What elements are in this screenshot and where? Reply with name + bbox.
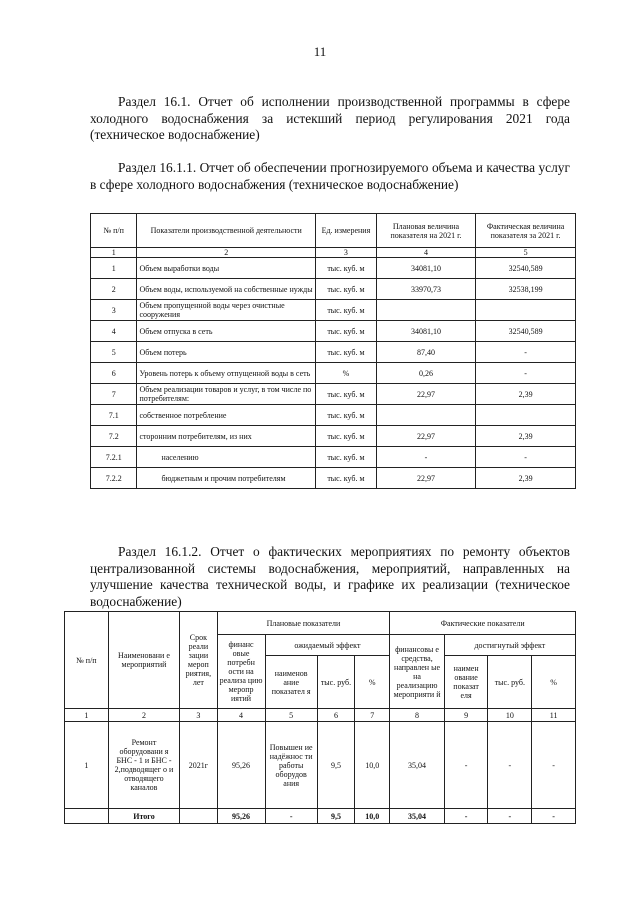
total-cell: - (444, 809, 488, 824)
header-cell: Фактическая величина показателя за 2021 г. (476, 214, 576, 248)
column-number: 5 (476, 248, 576, 258)
header-cell: Показатели производственной деятельности (137, 214, 316, 248)
indicator-name: Уровень потерь к объему отпущенной воды в сеть (137, 363, 316, 384)
planned-value: 22,97 (376, 384, 475, 405)
table-row (65, 722, 576, 809)
section-16-1-2-heading (90, 544, 570, 610)
achieved-rub: - (488, 722, 532, 809)
actual-value: 32540,589 (476, 321, 576, 342)
header-cell: финанс овые потребн ости на реализа цию меропр иятий (217, 635, 265, 709)
expected-pct: 10,0 (355, 722, 390, 809)
actual-value: 2,39 (476, 384, 576, 405)
column-number: 1 (65, 709, 109, 722)
row-number: 4 (91, 321, 137, 342)
header-cell: Плановые показатели (217, 612, 390, 635)
column-number-row (65, 709, 576, 722)
column-number: 7 (355, 709, 390, 722)
column-number: 6 (317, 709, 354, 722)
actual-value: - (476, 342, 576, 363)
column-number: 2 (137, 248, 316, 258)
table-row (91, 426, 576, 447)
actual-value: 32538,199 (476, 279, 576, 300)
indicator-name: бюджетным и прочим потребителям (137, 468, 316, 489)
unit: тыс. куб. м (315, 468, 376, 489)
planned-value: - (376, 447, 475, 468)
total-row (65, 809, 576, 824)
actual-value (476, 405, 576, 426)
header-cell: Плановая величина показателя на 2021 г. (376, 214, 475, 248)
header-cell: тыс. руб. (317, 656, 354, 709)
indicator-name: собственное потребление (137, 405, 316, 426)
header-cell: наименов ание показател я (265, 656, 317, 709)
header-cell: финансовы е средства, направлен ые на реализацию мероприяти й (390, 635, 444, 709)
actual-value: 32540,589 (476, 258, 576, 279)
indicator-name: Объем пропущенной воды через очистные сооружения (137, 300, 316, 321)
table-header-row (65, 612, 576, 635)
header-cell: достигнутый эффект (444, 635, 575, 656)
row-number: 7.2 (91, 426, 137, 447)
repair-measures-table (64, 611, 576, 824)
actual-value: 2,39 (476, 468, 576, 489)
actual-value (476, 300, 576, 321)
expected-indicator: Повышен ие надёжнос ти работы оборудов ания (265, 722, 317, 809)
page-number: 11 (313, 44, 327, 59)
planned-value (376, 405, 475, 426)
planned-value (376, 300, 475, 321)
column-number: 4 (217, 709, 265, 722)
planned-value: 34081,10 (376, 258, 475, 279)
table-row (91, 300, 576, 321)
total-cell: - (488, 809, 532, 824)
header-cell: Срок реали зации мероп риятия, лет (180, 612, 217, 709)
column-number-row (91, 248, 576, 258)
section-16-1-2-text: Раздел 16.1.2. Отчет о фактических мероприятиях по ремонту объектов централизованной системы водоснабжения, мероприятий, направленных на улучшение качества технической воды, и графике их реализации (техническое водоснабжение) (90, 544, 570, 609)
unit: тыс. куб. м (315, 426, 376, 447)
indicator-name: Объем реализации товаров и услуг, в том числе по потребителям: (137, 384, 316, 405)
empty-cell (180, 809, 217, 824)
header-cell: тыс. руб. (488, 656, 532, 709)
indicator-name: Объем выработки воды (137, 258, 316, 279)
column-number: 4 (376, 248, 475, 258)
planned-value: 34081,10 (376, 321, 475, 342)
table-row (91, 384, 576, 405)
row-number: 1 (65, 722, 109, 809)
unit: тыс. куб. м (315, 279, 376, 300)
planned-value: 33970,73 (376, 279, 475, 300)
column-number: 1 (91, 248, 137, 258)
header-cell: % (355, 656, 390, 709)
section-16-1-1-text: Раздел 16.1.1. Отчет об обеспечении прогнозируемого объема и качества услуг в сфере холодного водоснабжения (техническое водоснабжение) (90, 160, 570, 192)
actual-value: - (476, 363, 576, 384)
row-number: 7.2.1 (91, 447, 137, 468)
section-16-1-text: Раздел 16.1. Отчет об исполнении производственной программы в сфере холодного водоснабжения за истекший период регулирования 2021 года (техническое водоснабжение) (90, 94, 570, 142)
row-number: 7.2.2 (91, 468, 137, 489)
header-cell: % (532, 656, 576, 709)
column-number: 8 (390, 709, 444, 722)
header-cell: Наименовани е мероприятий (108, 612, 179, 709)
table-row (91, 342, 576, 363)
table-row (91, 321, 576, 342)
total-cell: - (265, 809, 317, 824)
planned-finance: 95,26 (217, 722, 265, 809)
unit: тыс. куб. м (315, 300, 376, 321)
row-number: 5 (91, 342, 137, 363)
table-row (91, 468, 576, 489)
achieved-pct: - (532, 722, 576, 809)
header-cell: № п/п (91, 214, 137, 248)
unit: % (315, 363, 376, 384)
header-cell: наимен ование показат еля (444, 656, 488, 709)
column-number: 3 (315, 248, 376, 258)
row-number: 7.1 (91, 405, 137, 426)
actual-value: 2,39 (476, 426, 576, 447)
actual-finance: 35,04 (390, 722, 444, 809)
planned-value: 0,26 (376, 363, 475, 384)
planned-value: 87,40 (376, 342, 475, 363)
unit: тыс. куб. м (315, 321, 376, 342)
table-row (91, 279, 576, 300)
expected-rub: 9,5 (317, 722, 354, 809)
row-number: 7 (91, 384, 137, 405)
row-number: 3 (91, 300, 137, 321)
unit: тыс. куб. м (315, 447, 376, 468)
table-row (91, 447, 576, 468)
empty-cell (65, 809, 109, 824)
measure-name: Ремонт оборудовани я БНС - 1 и БНС - 2,подводящег о и отводящего каналов (108, 722, 179, 809)
achieved-indicator: - (444, 722, 488, 809)
indicator-name: Объем потерь (137, 342, 316, 363)
total-cell: 95,26 (217, 809, 265, 824)
planned-value: 22,97 (376, 468, 475, 489)
header-cell: № п/п (65, 612, 109, 709)
column-number: 10 (488, 709, 532, 722)
actual-value: - (476, 447, 576, 468)
unit: тыс. куб. м (315, 405, 376, 426)
header-cell: Ед. измерения (315, 214, 376, 248)
header-cell: ожидаемый эффект (265, 635, 390, 656)
column-number: 5 (265, 709, 317, 722)
total-cell: - (532, 809, 576, 824)
table-header-row (91, 214, 576, 248)
total-cell: 35,04 (390, 809, 444, 824)
column-number: 2 (108, 709, 179, 722)
table-row (91, 405, 576, 426)
row-number: 2 (91, 279, 137, 300)
total-cell: 9,5 (317, 809, 354, 824)
indicator-name: Объем отпуска в сеть (137, 321, 316, 342)
column-number: 9 (444, 709, 488, 722)
row-number: 1 (91, 258, 137, 279)
column-number: 11 (532, 709, 576, 722)
section-16-1-heading (90, 94, 570, 144)
service-quality-table (90, 213, 576, 489)
row-number: 6 (91, 363, 137, 384)
unit: тыс. куб. м (315, 384, 376, 405)
table-row (91, 258, 576, 279)
unit: тыс. куб. м (315, 342, 376, 363)
indicator-name: Объем воды, используемой на собственные нужды (137, 279, 316, 300)
total-cell: 10,0 (355, 809, 390, 824)
total-label: Итого (108, 809, 179, 824)
indicator-name: населению (137, 447, 316, 468)
column-number: 3 (180, 709, 217, 722)
indicator-name: сторонним потребителям, из них (137, 426, 316, 447)
term: 2021г (180, 722, 217, 809)
header-cell: Фактические показатели (390, 612, 576, 635)
section-16-1-1-heading (90, 160, 570, 193)
planned-value: 22,97 (376, 426, 475, 447)
unit: тыс. куб. м (315, 258, 376, 279)
table-row (91, 363, 576, 384)
